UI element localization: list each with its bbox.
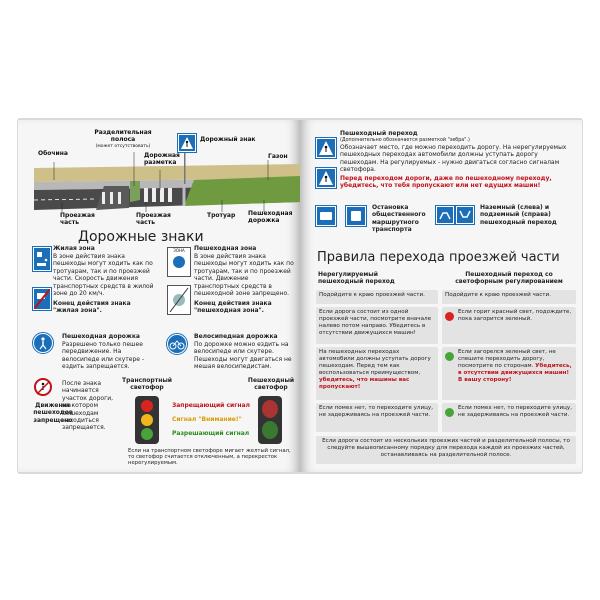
label-ped-road: Пешеходная дорожка (248, 210, 293, 224)
table-row-2-right: Если горит красный свет, подождите, пока загорится зеленый. (442, 307, 576, 344)
pedestrian-path-text: Разрешено только пешее передвижение. На велосипеде или скутере - ездить запрещается. (62, 341, 145, 371)
transport-light-title: Транспортный светофор (122, 377, 172, 392)
label-divider: Разделительная полоса (94, 129, 152, 143)
table-col1-header: Нерегулируемый пешеходный переход (318, 271, 395, 286)
overground-crossing-sign-icon (436, 206, 454, 224)
green-light-icon (141, 428, 153, 440)
living-zone-sign-icon (33, 247, 51, 271)
green-light-small-icon (445, 352, 454, 361)
living-zone-end-sign-icon (33, 288, 51, 310)
table-row-3-left (316, 347, 438, 400)
no-pedestrians-sign-icon (34, 378, 52, 396)
pedestrian-zone-end-sign-icon (167, 285, 191, 315)
crosswalk-title: Пешеходный переход (340, 130, 418, 137)
tram-stop-sign-icon (346, 206, 366, 226)
bicycle-path-sign-icon (167, 334, 187, 354)
crosswalk-subtitle: (Дополнительно обозначается разметкой "зебра".) (340, 138, 470, 143)
label-lawn: Газон (268, 153, 288, 160)
living-zone-text: В зоне действия знака пешеходы могут ходить как по тротуарам, так и по проезжей части. Скорость движения транспортных средств в жилой зоне до 20 км/ч. (53, 253, 154, 298)
crosswalk-text: Обозначает место, где можно переходить дорогу. На нерегулируемых пешеходных переходах автомобили должны уступать дорогу пешеходам. На регулируемых - нужно двигаться согласно сигналам светофора. (340, 144, 567, 174)
underpass-label: Наземный (слева) и подземный (справа) пешеходный переход (480, 204, 557, 226)
row-3-right-warning: Убедитесь, в отсутствии движущихся машин! В вашу сторону! (458, 363, 572, 383)
heading-road-signs: Дорожные знаки (78, 229, 204, 245)
no-pedestrians-title: Движение пешеходов запрещено (33, 402, 73, 424)
pedestrian-traffic-light (258, 396, 282, 444)
road-sign-crosswalk-icon (178, 134, 196, 152)
pedestrian-path-sign-icon (33, 333, 53, 353)
pedestrian-zone-text: В зоне действия знака пешеходы могут ходить как по тротуарам, так и по проезжей части. Движение транспортных средств в пешеходной зоне запрещено. (194, 253, 294, 298)
traffic-light-note: Если на транспортном светофоре мигает желтый сигнал, то светофор считается отключенным, а перекресток нерегулируемым. (128, 448, 291, 467)
bus-stop-sign-icon (316, 206, 336, 226)
crosswalk-sign-2-icon (316, 168, 336, 188)
row-3-left-text: На пешеходных переходах автомобили должны уступать дорогу пешеходам. Перед тем как воспользоваться преимуществом, (319, 349, 431, 376)
label-sidewalk: Тротуар (207, 212, 236, 219)
no-pedestrians-text: После знака начинается участок дороги, на котором пешеходам находиться запрещается. (62, 380, 114, 432)
living-zone-end: Конец действия знака "жилая зона". (53, 300, 131, 315)
yellow-light-icon (141, 414, 153, 426)
crosswalk-sign-icon (316, 138, 336, 158)
pedestrian-light-title: Пешеходный светофор (247, 377, 295, 392)
bicycle-path-title: Велосипедная дорожка (194, 333, 278, 340)
table-row-1-right: Подойдите к краю проезжей части. (442, 290, 576, 304)
underground-crossing-sign-icon (456, 206, 474, 224)
green-light-small-2-icon (445, 408, 454, 417)
row-3-left-warning: убедитесь, что машины вас пропускают! (319, 377, 410, 390)
label-carriageway-2: Проезжая часть (136, 212, 171, 226)
row-3-right-text: Если загорелся зеленый свет, не спешите переходить дорогу, посмотрите по сторонам. (458, 349, 556, 369)
crosswalk-warning: Перед переходом дороги, даже по пешеходному переходу, убедитесь, что тебя пропускают или нет едущих машин! (340, 175, 552, 190)
label-road-sign: Дорожный знак (200, 136, 256, 143)
living-zone-title: Жилая зона (53, 245, 95, 252)
red-light-icon (141, 400, 153, 412)
table-row-1-left: Подойдите к краю проезжей части. (316, 290, 438, 304)
label-carriageway: Проезжая часть (60, 212, 95, 226)
red-light-small-icon (445, 312, 454, 321)
pedestrian-zone-title: Пешеходная зона (194, 245, 257, 252)
table-row-4-right: Если помех нет, то переходите улицу, не задерживаясь на проезжей части. (442, 403, 576, 432)
red-signal-label: Запрещающий сигнал (172, 402, 250, 409)
table-footer: Если дорога состоит из нескольких проезжих частей и разделительной полосы, то следуйте вышеописанному порядку для перехода каждой из проезжих частей, останавливаясь на разделительной полосе. (316, 436, 576, 464)
yellow-signal-label: Сигнал "Внимание!" (172, 416, 242, 423)
pedestrian-path-title: Пешеходная дорожка (62, 333, 140, 340)
table-row-4-left: Если помех нет, то переходите улицу, не задерживаясь на проезжей части. (316, 403, 438, 432)
bicycle-path-text: По дорожке можно ездить на велосипеде или скутере. Пешеходы могут двигаться не мешая велосипедистам. (194, 341, 292, 371)
label-shoulder: Обочина (38, 150, 68, 157)
pedestrian-zone-end: Конец действия знака "пешеходная зона". (194, 300, 272, 315)
heading-crossing-rules: Правила перехода проезжей части (317, 250, 560, 265)
green-signal-label: Разрешающий сигнал (172, 430, 250, 437)
label-marking: Дорожная разметка (144, 152, 180, 166)
table-col2-header: Пешеходный переход со светофорным регулированием (455, 271, 563, 286)
transport-traffic-light (135, 396, 159, 444)
green-man-icon (262, 421, 278, 439)
table-row-2-left: Если дорога состоит из одной проезжей части, посмотрите вначале налево потом направо. Убедитесь в отсутствии движущихся машин! (316, 307, 438, 344)
red-man-icon (262, 400, 278, 418)
pedestrian-zone-sign-icon: ЗОНА (167, 247, 191, 277)
label-divider-note: (может отсутствовать) (95, 144, 151, 149)
stop-label: Остановка общественного маршрутного транспорта (372, 204, 426, 234)
table-row-3-right (442, 347, 576, 400)
